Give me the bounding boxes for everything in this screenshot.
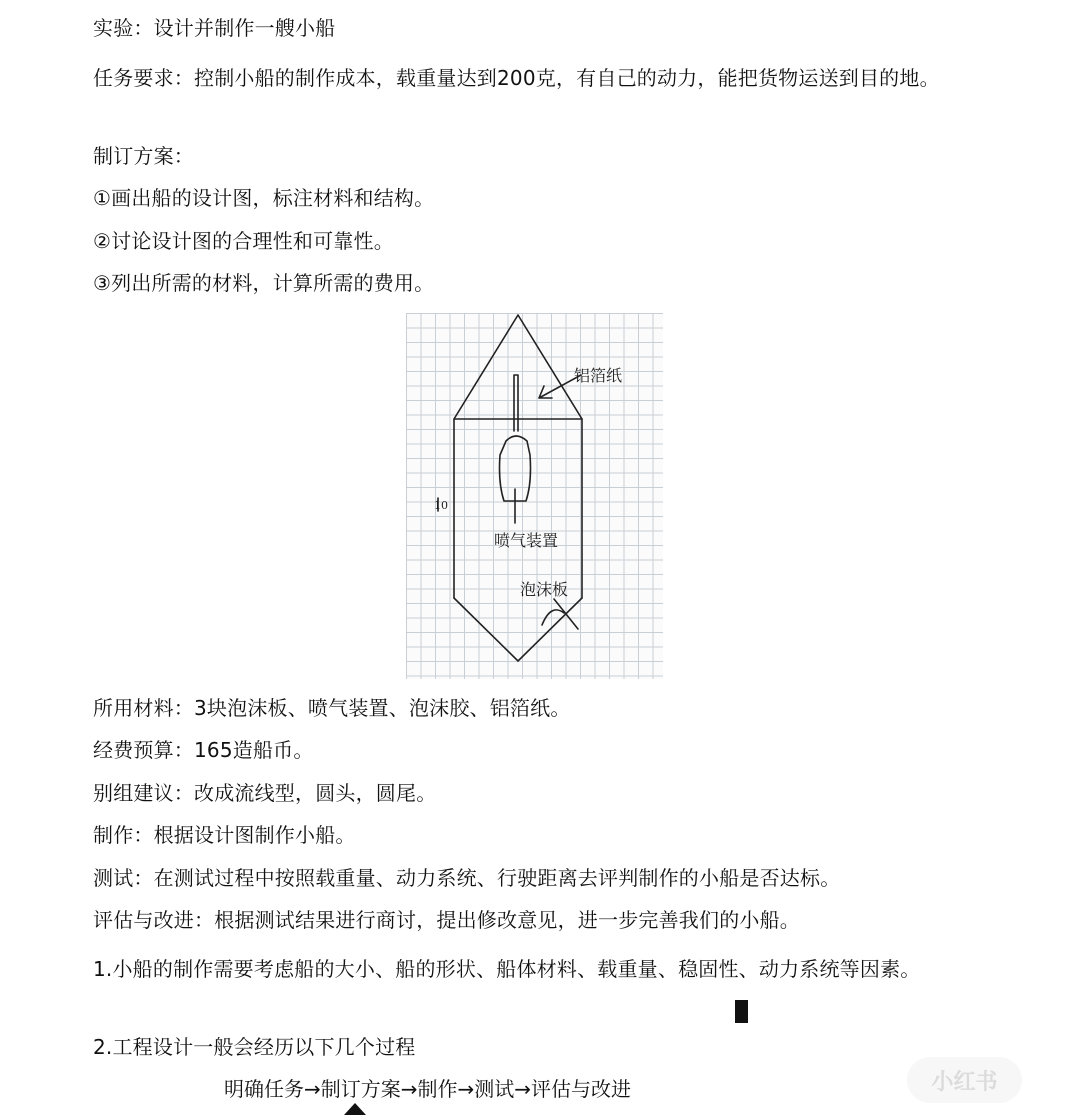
suggestion-line: 别组建议：改成流线型，圆头，圆尾。	[93, 781, 437, 805]
budget-line: 经费预算：165造船币。	[93, 738, 314, 762]
materials-line: 所用材料：3块泡沫板、喷气装置、泡沫胶、铝箔纸。	[93, 696, 571, 720]
boat-design-sketch	[406, 313, 663, 679]
up-arrow-icon	[344, 1103, 366, 1115]
point-1: 1.小船的制作需要考虑船的大小、船的形状、船体材料、载重量、稳固性、动力系统等因素。	[93, 957, 921, 981]
hull-outline	[454, 419, 582, 598]
label-side: 10	[434, 499, 448, 512]
point-2: 2.工程设计一般会经历以下几个过程	[93, 1035, 416, 1059]
plan-step-3: ③列出所需的材料，计算所需的费用。	[93, 271, 435, 295]
plan-step-1: ①画出船的设计图，标注材料和结构。	[93, 186, 435, 210]
test-line: 测试：在测试过程中按照载重量、动力系统、行驶距离去评判制作的小船是否达标。	[93, 866, 841, 890]
evaluate-line: 评估与改进：根据测试结果进行商讨，提出修改意见，进一步完善我们的小船。	[93, 908, 800, 932]
plan-step-2: ②讨论设计图的合理性和可靠性。	[93, 229, 394, 253]
doc-title: 实验：设计并制作一艘小船	[93, 16, 336, 40]
foam-pointer	[542, 599, 578, 629]
boat-sketch-drawing	[406, 313, 663, 679]
task-requirement: 任务要求：控制小船的制作成本，载重量达到200克，有自己的动力，能把货物运送到目的地。	[93, 66, 940, 90]
label-foil: 铝箔纸	[574, 366, 623, 385]
stern-outline	[454, 598, 582, 661]
watermark-logo: 小红书	[907, 1057, 1022, 1103]
make-line: 制作：根据设计图制作小船。	[93, 823, 356, 847]
mast	[514, 375, 518, 431]
process-flow: 明确任务→制订方案→制作→测试→评估与改进	[224, 1077, 632, 1101]
label-jet: 喷气装置	[494, 531, 559, 550]
label-foam: 泡沫板	[520, 580, 569, 599]
text-cursor	[735, 1000, 748, 1023]
plan-heading: 制订方案：	[93, 144, 194, 168]
